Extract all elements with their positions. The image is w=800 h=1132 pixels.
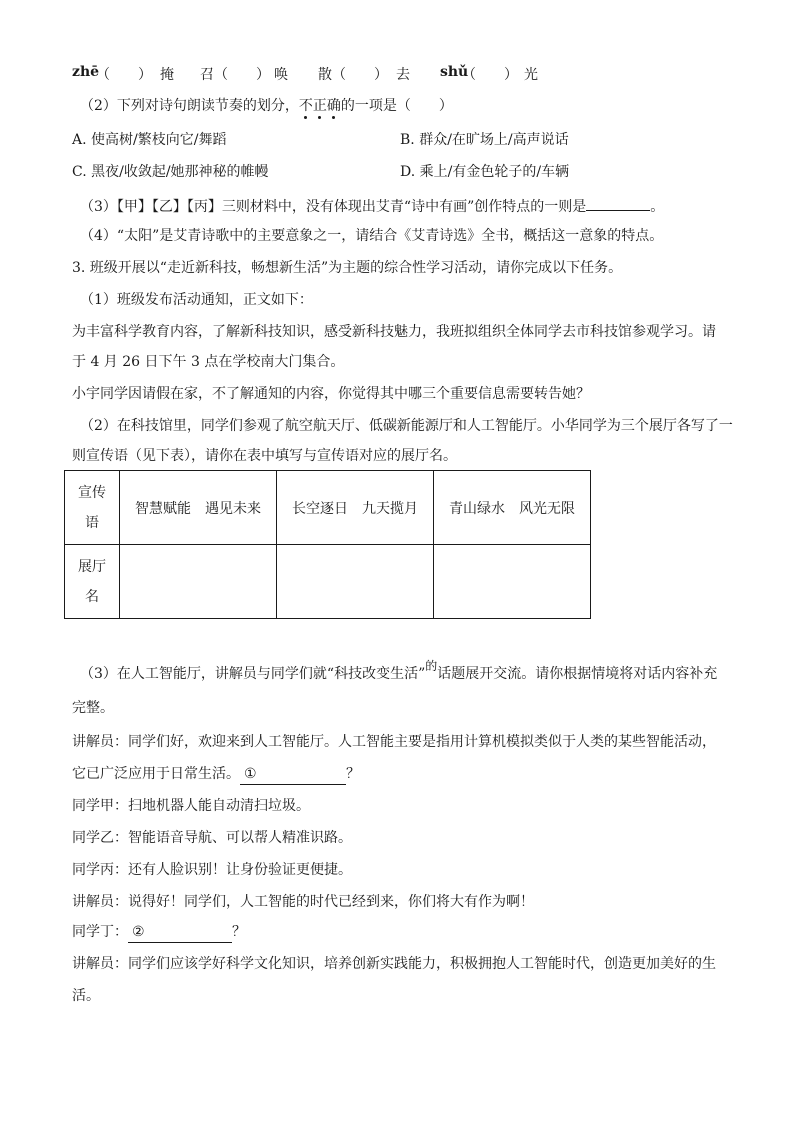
question-2 <box>80 96 740 116</box>
q-mark-2: ？ <box>232 924 246 940</box>
dialog-b: 同学乙：智能语音导航、可以帮人精准识路。 <box>72 830 352 846</box>
blank-2[interactable] <box>128 922 232 943</box>
marker-2: ② <box>132 924 145 940</box>
paren-2: （ ） <box>214 67 270 83</box>
dialog-guide-3b: 活。 <box>72 988 100 1004</box>
pinyin-4: shǔ <box>440 64 469 80</box>
char-4: 光 <box>524 67 538 83</box>
slogan-cell: 长空逐日 九天揽月 <box>277 471 434 545</box>
paren-3: （ ） <box>332 67 388 83</box>
d1b: 它已广泛应用于日常生活。 <box>72 766 240 782</box>
char-2b: 唤 <box>274 67 288 83</box>
char-2: 召 <box>200 67 214 83</box>
task-2-line-2: 则宣传语（见下表），请你在表中填写与宣传语对应的展厅名。 <box>72 448 457 464</box>
char-1: 掩 <box>160 67 174 83</box>
answer-blank <box>586 194 650 211</box>
option-d: D. 乘上/有金色轮子的/车辆 <box>400 164 570 180</box>
dialog-guide-3a: 讲解员：同学们应该学好科学文化知识，培养创新实践能力，积极拥抱人工智能时代，创造更加美好的生 <box>72 956 716 972</box>
q-mark-1: ？ <box>346 766 360 782</box>
dot-char-3: 确 <box>326 98 341 114</box>
dialog-guide-1b <box>72 764 732 785</box>
paren-1: （ ） <box>96 67 152 83</box>
hall-name-cell[interactable] <box>120 545 277 619</box>
option-a: A. 使高树/繁枝向它/舞蹈 <box>72 132 227 148</box>
q3-end: 。 <box>650 199 665 215</box>
notice-line-1: 为丰富科学教育内容，了解新科技知识，感受新科技魅力，我班拟组织全体同学去市科技馆参观学习。请 <box>72 324 716 340</box>
pinyin-1: zhē <box>72 64 100 80</box>
q2-post: 的一项是（ ） <box>340 98 453 114</box>
dialog-c: 同学丙：还有人脸识别！让身份验证更便捷。 <box>72 862 352 878</box>
q3-text: （3）【甲】【乙】【丙】三则材料中，没有体现出艾青“诗中有画”创作特点的一则是 <box>80 199 587 215</box>
task-1-question: 小宇同学因请假在家，不了解通知的内容，你觉得其中哪三个重要信息需要转告她？ <box>72 386 590 402</box>
header-slogan: 宣传 语 <box>65 471 120 545</box>
dialog-a: 同学甲：扫地机器人能自动清扫垃圾。 <box>72 798 310 814</box>
task-1-title: （1）班级发布活动通知，正文如下： <box>80 292 313 308</box>
dialog-d <box>72 922 732 943</box>
marker-1: ① <box>244 766 257 782</box>
paren-4: （ ） <box>462 67 518 83</box>
slogan-cell: 智慧赋能 遇见未来 <box>120 471 277 545</box>
dialog-guide-2: 讲解员：说得好！同学们，人工智能的时代已经到来，你们将大有作为啊！ <box>72 894 534 910</box>
question-3 <box>80 194 740 217</box>
slogan-cell: 青山绿水 风光无限 <box>434 471 591 545</box>
d6: 同学丁： <box>72 924 128 940</box>
task-3-line-1 <box>80 659 740 684</box>
char-3: 散 <box>318 67 332 83</box>
blank-1[interactable] <box>240 764 346 785</box>
hall-name-cell[interactable] <box>277 545 434 619</box>
option-b: B. 群众/在旷场上/高声说话 <box>400 132 569 148</box>
header-hall: 展厅 名 <box>65 545 120 619</box>
dot-char-1: 不 <box>298 98 313 114</box>
dot-char-2: 正 <box>312 98 327 114</box>
section-3-title: 3. 班级开展以“走近新科技，畅想新生活”为主题的综合性学习活动，请你完成以下任务。 <box>72 260 623 276</box>
task-3-line-2: 完整。 <box>72 700 114 716</box>
notice-line-2: 于 4 月 26 日下午 3 点在学校南大门集合。 <box>72 354 345 370</box>
question-4: （4）“太阳”是艾青诗歌中的主要意象之一，请结合《艾青诗选》全书，概括这一意象的特点。 <box>80 228 664 244</box>
char-3b: 去 <box>396 67 410 83</box>
task-2-line-1: （2）在科技馆里，同学们参观了航空航天厅、低碳新能源厅和人工智能厅。小华同学为三个展厅各写了一 <box>80 418 733 434</box>
dialog-guide-1a: 讲解员：同学们好，欢迎来到人工智能厅。人工智能主要是指用计算机模拟类似于人类的某些智能活动， <box>72 734 716 750</box>
hall-name-cell[interactable] <box>434 545 591 619</box>
q2-pre: （2）下列对诗句朗读节奏的划分， <box>80 98 299 114</box>
t3a: （3）在人工智能厅，讲解员与同学们就“科技改变生活” <box>80 666 426 682</box>
t3b: 话题展开交流。请你根据情境将对话内容补充 <box>437 666 718 682</box>
option-c: C. 黑夜/收敛起/她那神秘的帷幔 <box>72 164 269 180</box>
t3-sup: 的 <box>425 659 438 673</box>
pinyin-row <box>0 64 800 86</box>
hall-table <box>64 470 591 619</box>
